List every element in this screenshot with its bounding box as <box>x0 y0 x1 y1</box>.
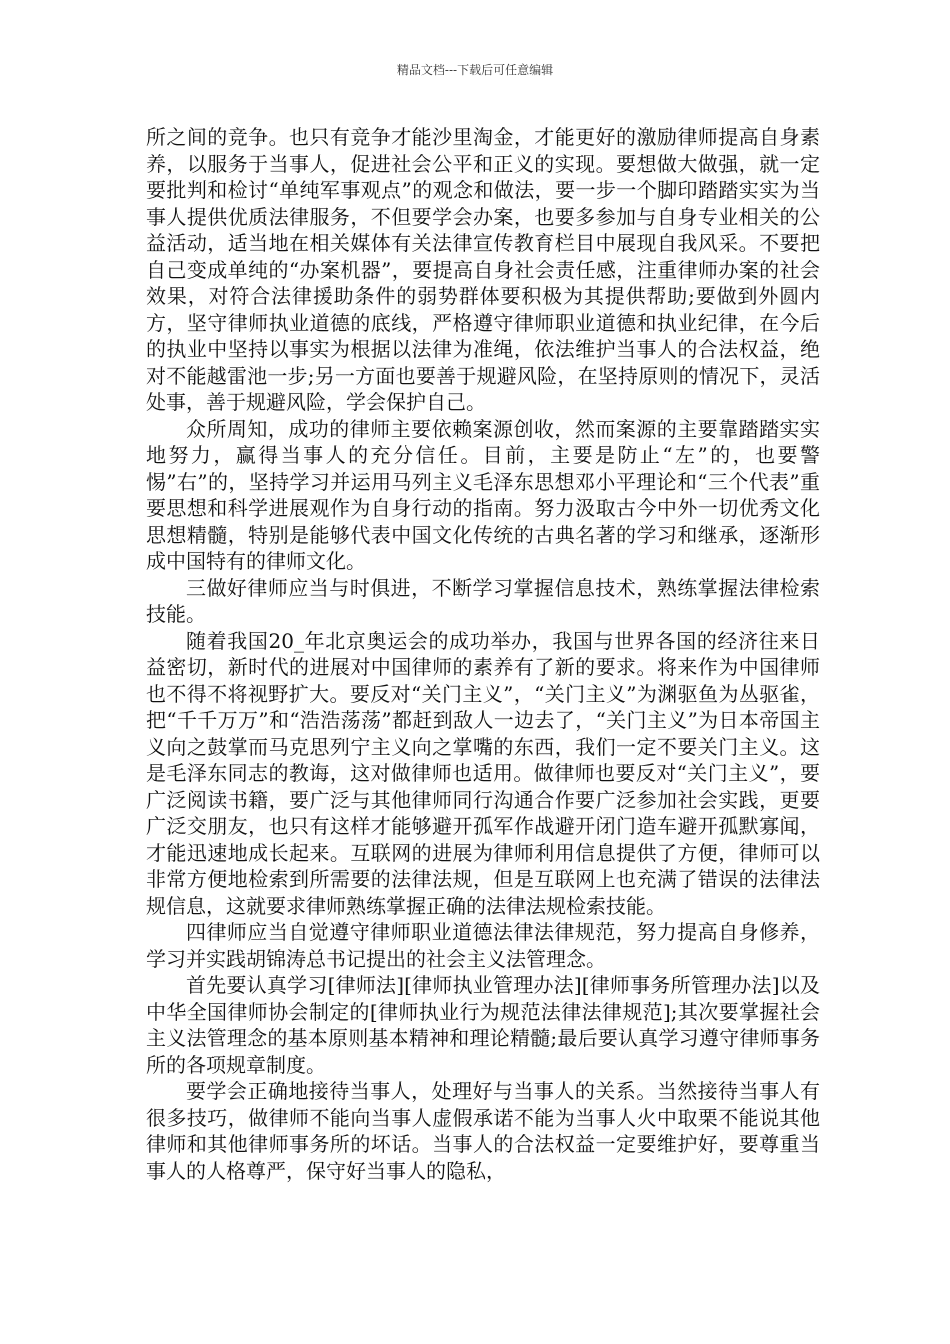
paragraph: 所之间的竞争。也只有竞争才能沙里淘金，才能更好的激励律师提高自身素养，以服务于当事人，促进社会公平和正义的实现。要想做大做强，就一定要批判和检讨“单纯军事观点”的观念和做法，要一步一个脚印踏踏实实为当事人提供优质法律服务，不但要学会办案，也要多参加与自身专业相关的公益活动，适当地在相关媒体有关法律宣传教育栏目中展现自我风采。不要把自己变成单纯的“办案机器”，要提高自身社会责任感，注重律师办案的社会效果，对符合法律援助条件的弱势群体要积极为其提供帮助;要做到外圆内方，坚守律师执业道德的底线，严格遵守律师职业道德和执业纪律，在今后的执业中坚持以事实为根据以法律为准绳，依法维护当事人的合法权益，绝对不能越雷池一步;另一方面也要善于规避风险，在坚持原则的情况下，灵活处事，善于规避风险，学会保护自己。 <box>146 125 820 414</box>
paragraph: 随着我国20_年北京奥运会的成功举办，我国与世界各国的经济往来日益密切，新时代的进展对中国律师的素养有了新的要求。将来作为中国律师也不得不将视野扩大。要反对“关门主义”，“关门主义”为渊驱鱼为丛驱雀，把“千千万万”和“浩浩荡荡”都赶到敌人一边去了，“关门主义”为日本帝国主义向之鼓掌而马克思列宁主义向之掌嘴的东西，我们一定不要关门主义。这是毛泽东同志的教诲，这对做律师也适用。做律师也要反对“关门主义”，要广泛阅读书籍，要广泛与其他律师同行沟通合作要广泛参加社会实践，更要广泛交朋友，也只有这样才能够避开孤军作战避开闭门造车避开孤默寡闻，才能迅速地成长起来。互联网的进展为律师利用信息提供了方便，律师可以非常方便地检索到所需要的法律法规，但是互联网上也充满了错误的法律法规信息，这就要求律师熟练掌握正确的法律法规检索技能。 <box>146 628 820 918</box>
document-body <box>146 124 820 1184</box>
paragraph: 三做好律师应当与时俱进，不断学习掌握信息技术，熟练掌握法律检索技能。 <box>146 575 820 626</box>
page-header: 精品文档---下载后可任意编辑 <box>396 63 554 77</box>
paragraph: 首先要认真学习[律师法][律师执业管理办法][律师事务所管理办法]以及中华全国律师协会制定的[律师执业行为规范法律法律规范];其次要掌握社会主义法管理念的基本原则基本精神和理论精髓;最后要认真学习遵守律师事务所的各项规章制度。 <box>146 973 820 1077</box>
paragraph: 要学会正确地接待当事人，处理好与当事人的关系。当然接待当事人有很多技巧，做律师不能向当事人虚假承诺不能为当事人火中取栗不能说其他律师和其他律师事务所的坏话。当事人的合法权益一定要维护好，要尊重当事人的人格尊严，保守好当事人的隐私， <box>146 1079 820 1183</box>
paragraph: 众所周知，成功的律师主要依赖案源创收，然而案源的主要靠踏踏实实地努力，赢得当事人的充分信任。目前，主要是防止“左”的，也要警惕”右”的，坚持学习并运用马列主义毛泽东思想邓小平理论和“三个代表”重要思想和科学进展观作为自身行动的指南。努力汲取古今中外一切优秀文化思想精髓，特别是能够代表中国文化传统的古典名著的学习和继承，逐渐形成中国特有的律师文化。 <box>146 416 820 573</box>
paragraph: 四律师应当自觉遵守律师职业道德法律法律规范，努力提高自身修养，学习并实践胡锦涛总书记提出的社会主义法管理念。 <box>146 920 820 971</box>
